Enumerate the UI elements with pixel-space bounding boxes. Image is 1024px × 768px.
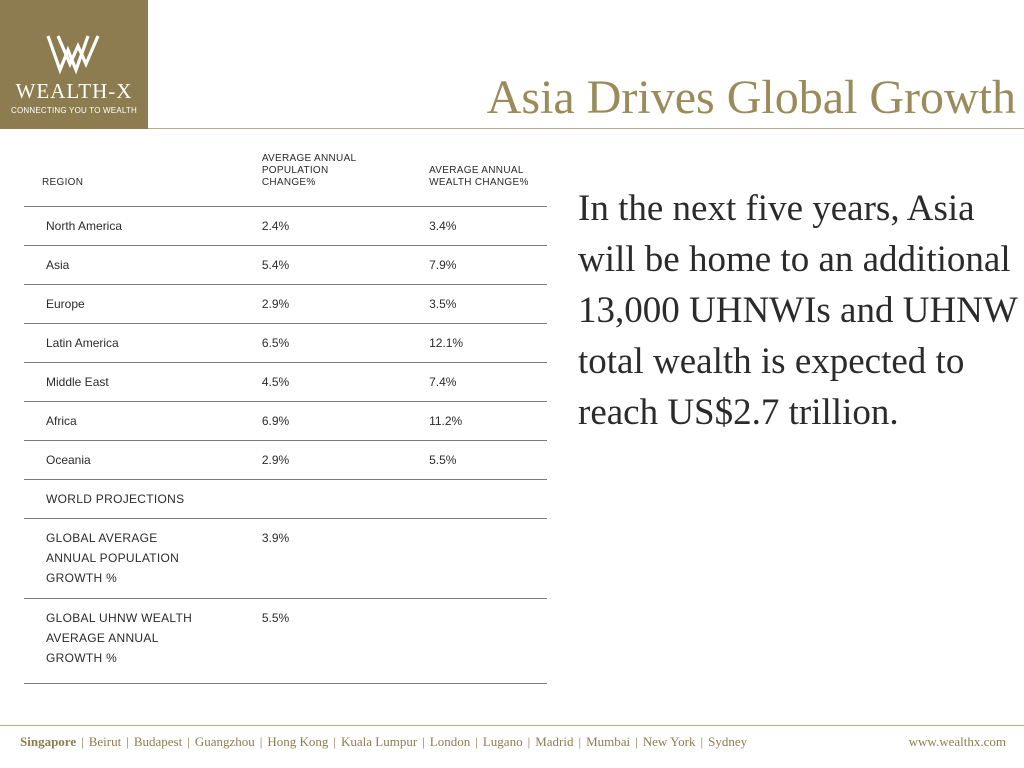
wealth-change-cell: 3.4% — [429, 207, 547, 246]
table-row — [24, 441, 547, 480]
asia-growth-statement: In the next five years, Asia will be home to an additional 13,000 UHNWIs and UHNW total wealth is expected to reach US$2.7 trillion. — [578, 188, 1018, 433]
page-title: Asia Drives Global Growth — [486, 71, 1016, 124]
table-row — [24, 402, 547, 441]
footer-office-list — [20, 734, 747, 750]
footer-office-headquarters: Singapore — [20, 734, 77, 749]
population-change-cell: 5.4% — [262, 246, 429, 285]
population-change-cell: 4.5% — [262, 363, 429, 402]
wealth-change-cell: 5.5% — [429, 441, 547, 480]
region-cell: Latin America — [24, 324, 262, 363]
header-wealth-change — [429, 146, 547, 207]
footer-separator: | — [635, 734, 638, 749]
population-change-cell: 6.5% — [262, 324, 429, 363]
footer-separator: | — [259, 734, 263, 749]
empty-cell — [429, 599, 547, 684]
footer-separator: | — [527, 734, 531, 749]
wealth-change-cell: 3.5% — [429, 285, 547, 324]
footer-office: Lugano — [482, 734, 523, 749]
logo-name: WEALTH-X — [15, 79, 133, 103]
region-cell: Europe — [24, 285, 262, 324]
footer-website-link[interactable]: www.wealthx.com — [908, 734, 1006, 749]
global-wealth-label-text: GLOBAL UHNW WEALTH AVERAGE ANNUAL GROWTH % — [46, 611, 193, 665]
global-population-row — [24, 519, 547, 599]
footer-office: Sydney — [708, 734, 748, 749]
table-row — [24, 246, 547, 285]
footer-separator: | — [422, 734, 425, 749]
wealth-change-cell: 7.4% — [429, 363, 547, 402]
wealth-change-cell: 7.9% — [429, 246, 547, 285]
empty-cell — [429, 519, 547, 599]
world-projections-label: WORLD PROJECTIONS — [24, 480, 262, 519]
footer-office: London — [429, 734, 471, 749]
table-row — [24, 324, 547, 363]
header-population-change-label: AVERAGE ANNUAL POPULATION CHANGE% — [261, 153, 357, 188]
region-cell: Middle East — [24, 363, 262, 402]
header-population-change — [262, 146, 429, 207]
table-header-row — [24, 146, 547, 207]
region-cell: North America — [24, 207, 262, 246]
region-cell: Africa — [24, 402, 262, 441]
footer-office: Budapest — [133, 734, 183, 749]
footer-separator: | — [126, 734, 129, 749]
global-wealth-label — [24, 599, 262, 684]
population-change-cell: 2.4% — [262, 207, 429, 246]
header-wealth-change-label: AVERAGE ANNUAL WEALTH CHANGE% — [429, 165, 529, 188]
footer-office: Madrid — [535, 734, 574, 749]
population-change-cell: 6.9% — [262, 402, 429, 441]
population-change-cell: 2.9% — [262, 285, 429, 324]
wealth-change-cell: 11.2% — [429, 402, 547, 441]
global-wealth-row — [24, 599, 547, 684]
footer-office: New York — [642, 734, 696, 749]
population-change-cell: 2.9% — [262, 441, 429, 480]
footer-separator: | — [81, 734, 84, 749]
table-row — [24, 207, 547, 246]
global-wealth-value: 5.5% — [262, 599, 429, 684]
wealth-x-logo — [0, 0, 148, 129]
title-divider — [148, 128, 1024, 129]
region-cell: Oceania — [24, 441, 262, 480]
footer-office: Beirut — [88, 734, 122, 749]
footer-separator: | — [333, 734, 337, 749]
global-population-label-text: GLOBAL AVERAGE ANNUAL POPULATION GROWTH % — [46, 531, 180, 585]
region-growth-table — [24, 146, 547, 684]
footer-office: Hong Kong — [267, 734, 329, 749]
footer-office: Kuala Lumpur — [341, 734, 418, 749]
footer-separator: | — [578, 734, 582, 749]
footer-separator: | — [475, 734, 478, 749]
wealth-change-cell: 12.1% — [429, 324, 547, 363]
footer-office: Guangzhou — [194, 734, 255, 749]
header-region: REGION — [24, 146, 262, 207]
footer-separator: | — [700, 734, 704, 749]
global-population-label — [24, 519, 262, 599]
footer-separator: | — [187, 734, 190, 749]
wealth-x-logo-mark-icon — [0, 30, 148, 76]
region-cell: Asia — [24, 246, 262, 285]
footer-office: Mumbai — [586, 734, 631, 749]
empty-cell — [429, 480, 547, 519]
logo-tagline: CONNECTING YOU TO WEALTH — [11, 106, 137, 115]
world-projections-row — [24, 480, 547, 519]
empty-cell — [262, 480, 429, 519]
global-population-value: 3.9% — [262, 519, 429, 599]
table-row — [24, 363, 547, 402]
footer-divider — [0, 725, 1024, 726]
table-row — [24, 285, 547, 324]
